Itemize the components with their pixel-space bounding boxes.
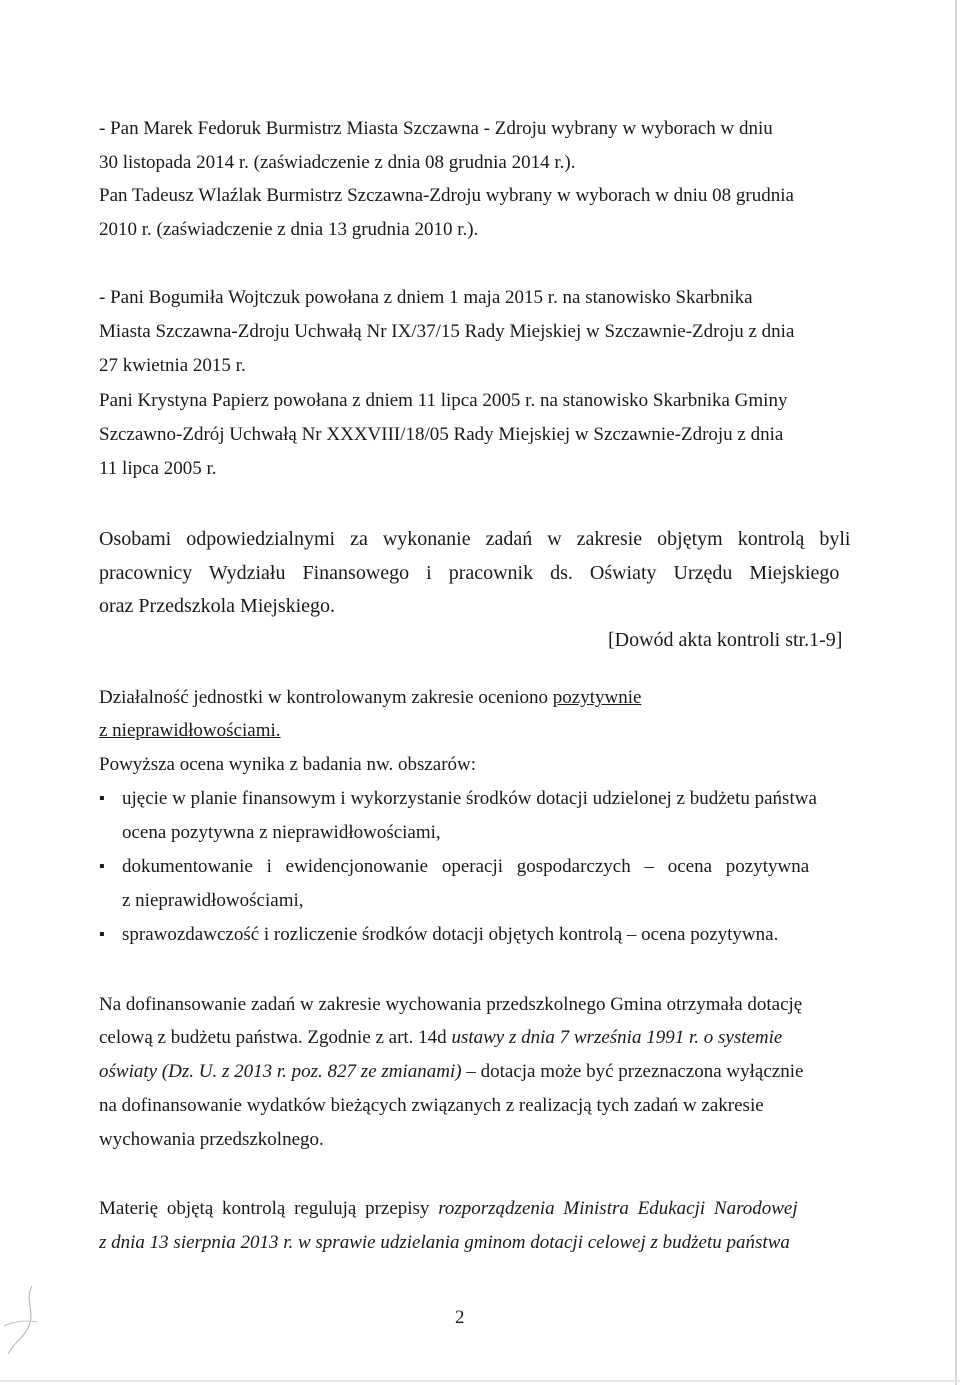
- treasurer-papierz-line-1: Pani Krystyna Papierz powołana z dniem 11 lipca 2005 r. na stanowisko Skarbnika Gminy: [99, 390, 788, 411]
- treasurer-papierz-line-2: Szczawno-Zdrój Uchwałą Nr XXXVIII/18/05 Rady Miejskiej w Szczawnie-Zdroju z dnia: [99, 424, 784, 445]
- bullet-item-1-line-2: ocena pozytywna z nieprawidłowościami,: [122, 822, 441, 843]
- subsidy-line-5: wychowania przedszkolnego.: [99, 1129, 324, 1150]
- mayor-wlazlak-line-1: Pan Tadeusz Wlaźlak Burmistrz Szczawna-Zdroju wybrany w wyborach w dniu 08 grudnia: [99, 185, 794, 206]
- margin-pencil-mark: [2, 1282, 44, 1362]
- evidence-reference: [Dowód akta kontroli str.1-9]: [608, 629, 843, 651]
- scan-edge-right: [955, 0, 957, 1385]
- bullet-item-2-line-1: dokumentowanie i ewidencjonowanie operacji gospodarczych – ocena pozytywna: [122, 856, 810, 877]
- regulation-line-1: [99, 1197, 798, 1221]
- treasurer-papierz-line-3: 11 lipca 2005 r.: [99, 458, 217, 479]
- treasurer-wojtczuk-line-3: 27 kwietnia 2015 r.: [99, 355, 246, 376]
- treasurer-wojtczuk-line-2: Miasta Szczawna-Zdroju Uchwałą Nr IX/37/15 Rady Miejskiej w Szczawnie-Zdroju z dnia: [99, 321, 795, 342]
- regulation-text: Materię objętą kontrolą regulują przepisy: [99, 1198, 439, 1219]
- responsible-persons-line-3: oraz Przedszkola Miejskiego.: [99, 595, 336, 617]
- subsidy-line-4: na dofinansowanie wydatków bieżących związanych z realizacją tych zadań w zakresie: [99, 1095, 764, 1116]
- bullet-square-icon: ▪: [99, 790, 105, 807]
- regulation-line-2: z dnia 13 sierpnia 2013 r. w sprawie udzielania gminom dotacji celowej z budżetu państwa: [99, 1232, 790, 1253]
- subsidy-text: – dotacja może być przeznaczona wyłącznie: [461, 1061, 804, 1082]
- mayor-fedoruk-line-2: 30 listopada 2014 r. (zaświadczenie z dnia 08 grudnia 2014 r.).: [99, 152, 576, 173]
- regulation-title: rozporządzenia Ministra Edukacji Narodowej: [438, 1198, 798, 1219]
- responsible-persons-line-1: Osobami odpowiedzialnymi za wykonanie zadań w zakresie objętym kontrolą byli: [99, 528, 851, 550]
- page-number: 2: [455, 1307, 465, 1328]
- assessment-line-1: [99, 686, 641, 710]
- bullet-square-icon: ▪: [99, 858, 105, 875]
- subsidy-line-1: Na dofinansowanie zadań w zakresie wychowania przedszkolnego Gmina otrzymała dotację: [99, 994, 803, 1015]
- scan-edge-bottom: [0, 1380, 960, 1382]
- assessment-line-3: Powyższa ocena wynika z badania nw. obszarów:: [99, 754, 477, 775]
- bullet-item-2-line-2: z nieprawidłowościami,: [122, 890, 304, 911]
- bullet-square-icon: ▪: [99, 926, 105, 943]
- text: - Pan Marek Fedoruk Burmistrz Miasta Szczawna - Zdroju wybrany w wyborach w dniu: [99, 118, 773, 139]
- act-title: ustawy z dnia 7 września 1991 r. o systemie: [451, 1027, 783, 1048]
- mayor-fedoruk-line-1: [99, 117, 841, 141]
- assessment-rating: pozytywnie: [552, 687, 642, 708]
- assessment-line-2: z nieprawidłowościami.: [99, 720, 281, 741]
- treasurer-wojtczuk-line-1: - Pani Bogumiła Wojtczuk powołana z dniem 1 maja 2015 r. na stanowisko Skarbnika: [99, 287, 753, 308]
- justified-line: [99, 117, 841, 141]
- subsidy-text: celową z budżetu państwa. Zgodnie z art. 14d: [99, 1027, 452, 1048]
- act-citation: oświaty (Dz. U. z 2013 r. poz. 827 ze zmianami): [99, 1061, 462, 1082]
- assessment-text: Działalność jednostki w kontrolowanym zakresie oceniono: [99, 687, 553, 708]
- mayor-wlazlak-line-2: 2010 r. (zaświadczenie z dnia 13 grudnia 2010 r.).: [99, 219, 479, 240]
- bullet-item-3-line-1: sprawozdawczość i rozliczenie środków dotacji objętych kontrolą – ocena pozytywna.: [122, 924, 779, 945]
- responsible-persons-line-2: pracownicy Wydziału Finansowego i pracownik ds. Oświaty Urzędu Miejskiego: [99, 562, 840, 584]
- bullet-item-1-line-1: ujęcie w planie finansowym i wykorzystanie środków dotacji udzielonej z budżetu państwa: [122, 788, 817, 809]
- subsidy-line-2: [99, 1026, 782, 1050]
- subsidy-line-3: [99, 1060, 803, 1084]
